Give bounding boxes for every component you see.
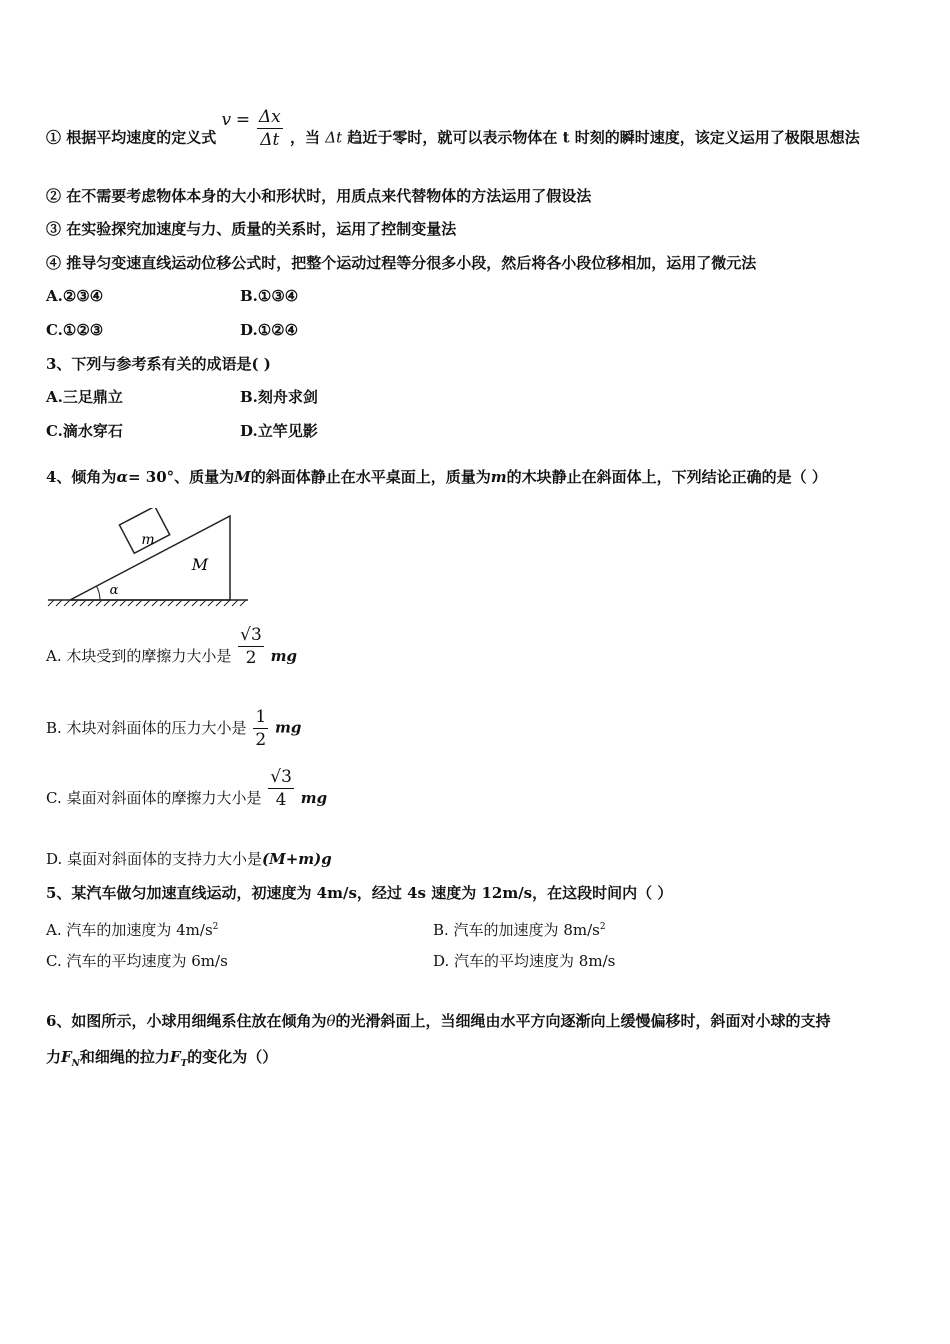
q4-option-a-den: 2 <box>245 648 257 668</box>
q3-option-c[interactable]: C.滴水穿石 <box>46 422 123 440</box>
figure-label-alpha: α <box>109 583 119 598</box>
q4-stem-a: 4、倾角为 <box>46 468 117 486</box>
ground-hatching <box>48 600 248 606</box>
statement-1-mid: ，当 <box>290 128 321 147</box>
q4-option-a-mg: mg <box>270 646 297 665</box>
q6-line-2 <box>46 1047 277 1074</box>
q3-option-d[interactable]: D.立竿见影 <box>240 422 318 440</box>
q4-option-b-den: 2 <box>255 730 267 750</box>
q4-option-a[interactable] <box>46 624 297 669</box>
statement-1 <box>46 107 860 161</box>
statement-1-dt: Δt <box>325 128 343 147</box>
q4-option-b-fraction <box>253 706 268 751</box>
q4-option-a-num: √3 <box>240 625 262 645</box>
q6-line-1-a: 6、如图所示，小球用细绳系住放在倾角为 <box>46 1012 327 1030</box>
incline-figure <box>44 508 254 608</box>
q4-option-b-num: 1 <box>255 707 267 727</box>
q4-stem-b: = 30°、质量为 <box>127 468 235 486</box>
statement-1-suffix: 趋近于零时，就可以表示物体在 t 时刻的瞬时速度，该定义运用了极限思想法 <box>347 128 860 147</box>
q2-option-d[interactable]: D.①②④ <box>240 321 299 339</box>
q2-option-a[interactable]: A.②③④ <box>46 287 104 305</box>
q4-m: m <box>490 468 507 486</box>
q4-option-c[interactable] <box>46 766 327 811</box>
statement-2: ② 在不需要考虑物体本身的大小和形状时，用质点来代替物体的方法运用了假设法 <box>46 187 592 205</box>
q5-option-b-text: B. 汽车的加速度为 8m/s <box>433 921 600 939</box>
q4-option-c-text: C. 桌面对斜面体的摩擦力大小是 <box>46 788 262 807</box>
q4-option-c-den: 4 <box>275 790 287 810</box>
q5-option-a[interactable] <box>46 917 218 940</box>
formula-fraction <box>257 106 283 151</box>
q6-line-1 <box>46 1011 831 1031</box>
velocity-formula <box>221 106 284 151</box>
q5-option-a-text: A. 汽车的加速度为 4m/s <box>46 921 213 939</box>
q5-option-c[interactable]: C. 汽车的平均速度为 6m/s <box>46 952 228 970</box>
q6-FT-sub: T <box>180 1059 188 1069</box>
q6-line-2-c: 的变化为（） <box>187 1048 278 1066</box>
q4-option-b[interactable] <box>46 706 301 751</box>
q4-option-b-text: B. 木块对斜面体的压力大小是 <box>46 718 247 737</box>
q4-alpha: α <box>116 468 128 486</box>
formula-eq: = <box>235 109 251 130</box>
q4-option-a-fraction <box>238 624 264 669</box>
q6-line-2-a: 力 <box>46 1048 62 1066</box>
q4-stem-c: 的斜面体静止在水平桌面上，质量为 <box>250 468 491 486</box>
q6-line-2-b: 和细绳的拉力 <box>79 1048 170 1066</box>
q5-stem: 5、某汽车做匀加速直线运动，初速度为 4m/s，经过 4s 速度为 12m/s，在这段时间内（ ） <box>46 884 673 902</box>
formula-denominator: Δt <box>260 130 280 150</box>
q4-stem-d: 的木块静止在斜面体上，下列结论正确的是（ ） <box>506 468 827 486</box>
q4-option-d[interactable] <box>46 849 332 869</box>
q2-option-c[interactable]: C.①②③ <box>46 321 104 339</box>
q5-option-b[interactable] <box>433 917 606 940</box>
formula-numerator: Δx <box>258 107 281 127</box>
q6-FN-sub: N <box>71 1059 80 1069</box>
q4-option-a-text: A. 木块受到的摩擦力大小是 <box>46 646 232 665</box>
q5-option-d[interactable]: D. 汽车的平均速度为 8m/s <box>433 952 616 970</box>
q5-option-b-sup: 2 <box>599 922 606 932</box>
q3-option-b[interactable]: B.刻舟求剑 <box>240 388 318 406</box>
figure-label-m: m <box>141 532 155 548</box>
statement-1-prefix: ① 根据平均速度的定义式 <box>46 128 217 147</box>
q4-option-c-fraction <box>268 766 294 811</box>
q4-stem <box>46 467 827 487</box>
q2-option-b[interactable]: B.①③④ <box>240 287 299 305</box>
statement-4: ④ 推导匀变速直线运动位移公式时，把整个运动过程等分很多小段，然后将各小段位移相加，运用了微元法 <box>46 254 757 272</box>
statement-3: ③ 在实验探究加速度与力、质量的关系时，运用了控制变量法 <box>46 220 457 238</box>
q6-line-1-b: 的光滑斜面上，当细绳由水平方向逐渐向上缓慢偏移时，斜面对小球的支持 <box>335 1012 831 1030</box>
q6-FT: F <box>169 1048 181 1066</box>
q6-FN: F <box>61 1048 72 1066</box>
q4-M: M <box>234 468 251 486</box>
q3-option-a[interactable]: A.三足鼎立 <box>46 388 123 406</box>
q6-theta: θ <box>326 1012 336 1030</box>
angle-arc <box>97 586 100 600</box>
q3-stem: 3、下列与参考系有关的成语是( ) <box>46 355 271 373</box>
figure-label-M: M <box>191 555 209 574</box>
q4-option-d-expr: (M+m)g <box>262 850 332 868</box>
q4-option-c-mg: mg <box>300 788 328 807</box>
q4-option-b-mg: mg <box>274 718 302 737</box>
q5-option-a-sup: 2 <box>212 922 219 932</box>
formula-v: v <box>221 109 232 130</box>
q4-option-c-num: √3 <box>270 767 292 787</box>
q4-option-d-text: D. 桌面对斜面体的支持力大小是 <box>46 850 263 868</box>
